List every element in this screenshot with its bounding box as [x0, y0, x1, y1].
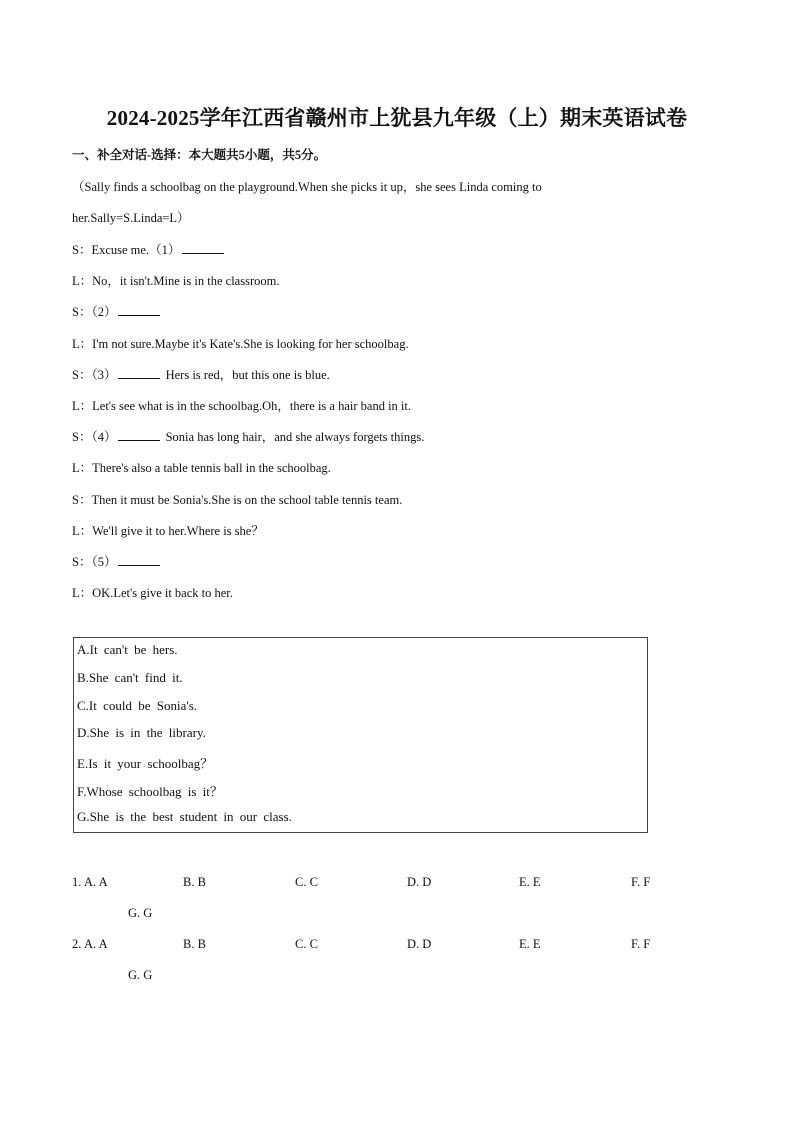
choice-option[interactable]: D. D: [407, 937, 432, 951]
dialogue-text: （4）: [91, 430, 117, 445]
answer-blank[interactable]: [182, 241, 224, 254]
choice-option[interactable]: E. E: [519, 875, 541, 889]
option-item: D.She is in the library.: [77, 725, 206, 741]
dialogue-text-after-blank: Hers is red，but this one is blue.: [162, 367, 330, 382]
choice-option[interactable]: F. F: [631, 937, 651, 951]
dialogue-text: （3）: [91, 367, 117, 382]
speaker-label: L：: [72, 336, 93, 351]
choice-option[interactable]: G. G: [128, 906, 153, 920]
dialogue-text: We'll give it to her.Where is she？: [92, 523, 264, 538]
choice-option[interactable]: G. G: [128, 968, 153, 982]
choice-option[interactable]: D. D: [407, 875, 432, 889]
option-item: A.It can't be hers.: [77, 642, 178, 657]
option-item: G.She is the best student in our class.: [77, 808, 292, 824]
choice-option[interactable]: C. C: [295, 937, 318, 951]
dialogue-line: [72, 552, 162, 570]
dialogue-line: [72, 271, 279, 289]
dialogue-text: There's also a table tennis ball in the schoolbag.: [92, 461, 331, 476]
option-item: C.It could be Sonia's.: [77, 697, 198, 713]
page-title: 2024-2025学年江西省赣州市上犹县九年级（上）期末英语试卷: [106, 106, 688, 130]
speaker-label: S：: [72, 555, 92, 569]
question-number: 2.: [72, 937, 82, 951]
speaker-label: L：: [72, 586, 93, 601]
dialogue-text: Let's see what is in the schoolbag.Oh，there is a hair band in it.: [92, 399, 411, 413]
question-number: 1.: [72, 875, 82, 889]
speaker-label: S：: [72, 243, 92, 257]
dialogue-text: OK.Let's give it back to her.: [92, 586, 233, 601]
answer-blank[interactable]: [118, 428, 160, 441]
dialogue-text: No，it isn't.Mine is in the classroom.: [92, 274, 280, 289]
choice-option[interactable]: A. A: [84, 937, 108, 951]
choice-option[interactable]: F. F: [631, 875, 651, 889]
speaker-label: S：: [72, 367, 92, 382]
intro-line-1: （Sally finds a schoolbag on the playground.When she picks it up，she sees Linda coming to: [72, 180, 542, 194]
dialogue-line: [72, 302, 162, 320]
dialogue-text: Then it must be Sonia's.She is on the school table tennis team.: [91, 492, 403, 507]
choice-option[interactable]: A. A: [84, 875, 108, 889]
options-box: [73, 637, 648, 833]
dialogue-line: [72, 365, 330, 383]
dialogue-line: [72, 458, 331, 476]
dialogue-line: [72, 521, 264, 539]
dialogue-line: [72, 427, 424, 445]
speaker-label: L：: [72, 523, 93, 538]
dialogue-text: Excuse me.（1）: [91, 243, 181, 257]
choice-option[interactable]: B. B: [183, 937, 206, 951]
dialogue-text: I'm not sure.Maybe it's Kate's.She is looking for her schoolbag.: [92, 336, 409, 351]
section-heading: 一、补全对话-选择：本大题共5小题，共5分。: [72, 148, 327, 162]
answer-blank[interactable]: [118, 366, 160, 379]
speaker-label: L：: [72, 399, 93, 413]
speaker-label: L：: [72, 461, 93, 476]
dialogue-line: [72, 334, 409, 352]
dialogue-line: [72, 583, 233, 601]
answer-blank[interactable]: [118, 303, 160, 316]
dialogue-text: （5）: [91, 555, 117, 569]
speaker-label: S：: [72, 430, 92, 445]
speaker-label: S：: [72, 492, 92, 507]
answer-blank[interactable]: [118, 553, 160, 566]
option-item: F.Whose schoolbag is it？: [77, 784, 223, 799]
option-item: E.Is it your schoolbag？: [77, 756, 214, 772]
dialogue-line: [72, 490, 402, 508]
dialogue-text-after-blank: Sonia has long hair，and she always forgets things.: [162, 430, 425, 445]
dialogue-line: [72, 240, 226, 258]
dialogue-line: [72, 396, 411, 414]
choice-option[interactable]: B. B: [183, 875, 206, 889]
speaker-label: S：: [72, 305, 92, 320]
choice-option[interactable]: E. E: [519, 937, 541, 951]
speaker-label: L：: [72, 274, 93, 289]
dialogue-text: （2）: [91, 305, 117, 320]
choice-option[interactable]: C. C: [295, 875, 318, 889]
intro-line-2: her.Sally=S.Linda=L）: [72, 211, 190, 225]
option-item: B.She can't find it.: [77, 669, 183, 685]
